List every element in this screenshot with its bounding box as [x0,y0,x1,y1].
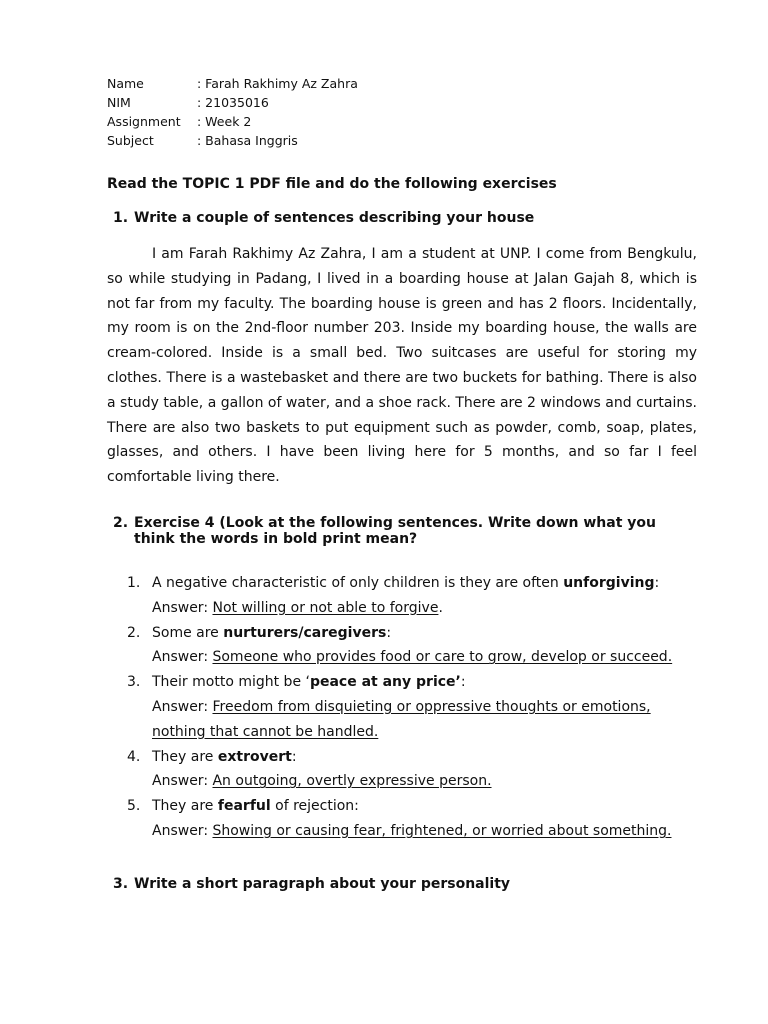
info-value: : Farah Rakhimy Az Zahra [197,76,358,91]
bold-term: extrovert [217,748,292,765]
answer-line [107,769,697,794]
answer-text: Not willing or not able to forgive [212,599,439,616]
section-title: Write a short paragraph about your personality [134,875,511,892]
info-label: Subject [107,133,154,148]
answer-text: Showing or causing fear, frightened, or worried about something. [212,822,672,839]
question-suffix: : [386,624,392,641]
section-number: 3. [112,875,129,892]
question-suffix: : [654,574,660,591]
question-text: A negative characteristic of only children is they are often [152,574,564,591]
info-value: : 21035016 [197,95,269,110]
answer-line [107,596,697,621]
answer-label: Answer: [152,773,213,790]
section-number: 1. [112,210,129,226]
question-text: Their motto might be ‘ [152,674,310,691]
section-2-heading [107,515,697,547]
bold-term: nurturers/caregivers [223,624,387,641]
student-info [107,74,697,150]
question-number: 4. [127,748,141,765]
question-item [107,745,697,795]
question-list [107,571,697,844]
info-row-name [107,74,697,93]
question-text: Some are [152,624,224,641]
question-suffix: : [460,674,466,691]
question-number: 5. [127,798,141,815]
bold-term: peace at any price’ [309,674,461,691]
section-1-heading [107,210,697,226]
answer-line [107,819,697,844]
answer-text: An outgoing, overtly expressive person. [212,773,492,790]
document-page [107,74,697,892]
house-paragraph: I am Farah Rakhimy Az Zahra, I am a student at UNP. I come from Bengkulu, so while studying in Padang, I lived in a boarding house at Jalan Gajah 8, which is not far from my faculty. The boarding house is green and has 2 floors. Incidentally, my room is on the 2nd-floor number 203. Inside my boarding house, the walls are cream-colored. Inside is a small bed. Two suitcases are useful for storing my clothes. There is a wastebasket and there are two buckets for bathing. There is also a study table, a gallon of water, and a shoe rack. There are 2 windows and curtains. There are also two baskets to put equipment such as powder, comb, soap, plates, glasses, and others. I have been living here for 5 months, and so far I feel comfortable living there. [107,246,697,486]
answer-line [107,695,697,720]
info-label: NIM [107,95,131,110]
info-value: : Week 2 [197,114,252,129]
question-line [107,745,697,770]
answer-text: Someone who provides food or care to grow, develop or succeed. [212,649,673,666]
section-number: 2. [112,514,129,531]
answer-label: Answer: [152,822,213,839]
question-text: They are [152,798,218,815]
info-label: Assignment [107,114,181,129]
answer-text-continued: nothing that cannot be handled. [152,723,379,740]
question-line [107,794,697,819]
question-number: 3. [127,674,141,691]
main-heading: Read the TOPIC 1 PDF file and do the following exercises [107,176,557,192]
question-item [107,670,697,744]
answer-line-continued [107,720,697,745]
answer-label: Answer: [152,649,213,666]
question-item [107,621,697,671]
bold-term: unforgiving [563,574,655,591]
question-number: 1. [127,574,141,591]
answer-label: Answer: [152,698,213,715]
question-suffix: of rejection: [270,798,359,815]
answer-suffix: . [438,599,443,616]
info-row-nim [107,93,697,112]
question-suffix: : [291,748,297,765]
bold-term: fearful [217,798,271,815]
question-item [107,794,697,844]
answer-label: Answer: [152,599,213,616]
info-row-assignment [107,112,697,131]
answer-text: Freedom from disquieting or oppressive thoughts or emotions, [212,698,651,715]
info-value: : Bahasa Inggris [197,133,298,148]
question-item [107,571,697,621]
question-text: They are [152,748,218,765]
section-title: Exercise 4 (Look at the following sentences. Write down what you think the words in bold print mean? [134,514,656,547]
question-number: 2. [127,624,141,641]
section-title: Write a couple of sentences describing your house [134,210,535,226]
question-line [107,571,697,596]
answer-line [107,645,697,670]
info-label: Name [107,76,144,91]
section-3-heading [107,876,697,892]
question-line [107,670,697,695]
question-line [107,621,697,646]
info-row-subject [107,131,697,150]
